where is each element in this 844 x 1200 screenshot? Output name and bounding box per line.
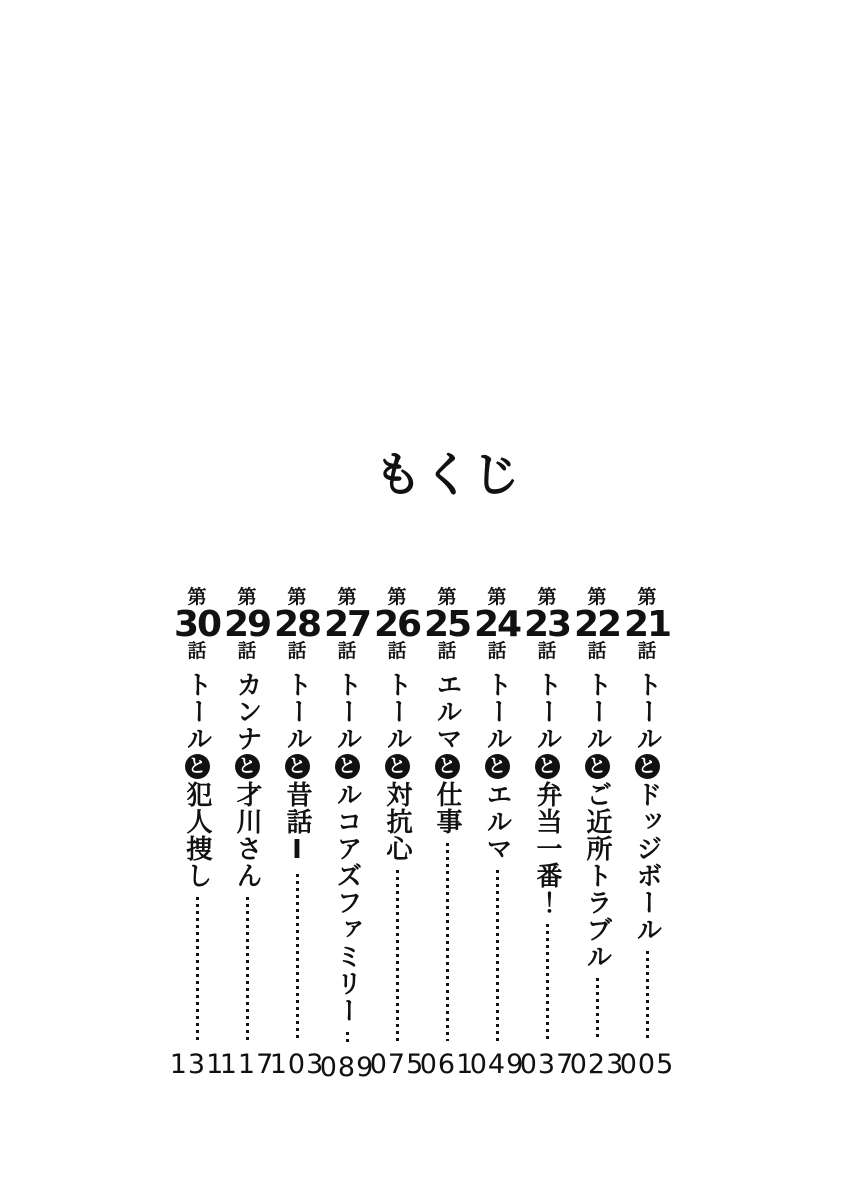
page-number: 131 — [169, 1048, 225, 1080]
chapter-entry — [319, 585, 375, 1083]
page-number: 049 — [469, 1048, 525, 1080]
dotted-leader — [446, 843, 449, 1041]
page-number: 075 — [369, 1048, 425, 1080]
chapter-entry — [619, 585, 675, 1082]
chapter-number-suffix: 話 — [187, 639, 207, 662]
chapter-number-prefix: 第 — [337, 585, 357, 608]
chapter-title-after: 対抗心 — [382, 780, 412, 862]
chapter-number-value: 22 — [573, 603, 621, 645]
chapter-number — [273, 585, 321, 662]
connector-circle: と — [335, 754, 360, 779]
chapter-title-before: トール — [582, 670, 612, 752]
chapter-title — [334, 671, 360, 1024]
chapter-entry — [219, 585, 275, 1082]
chapter-number-prefix: 第 — [187, 585, 207, 608]
connector-circle: と — [435, 754, 460, 779]
chapter-number — [473, 585, 521, 662]
page-number: 103 — [269, 1048, 325, 1080]
dotted-leader — [196, 897, 199, 1041]
dotted-leader — [246, 897, 249, 1041]
chapter-title — [234, 671, 260, 889]
chapter-number — [423, 585, 471, 662]
chapter-number-value: 28 — [273, 603, 321, 645]
dotted-leader — [296, 874, 299, 1041]
chapter-title-after: 才川さん — [232, 780, 262, 889]
chapter-number-value: 26 — [373, 603, 421, 645]
chapter-entry — [369, 585, 425, 1082]
chapter-title — [284, 671, 310, 866]
connector-circle: と — [635, 754, 660, 779]
chapter-number-value: 23 — [523, 603, 571, 645]
page-number: 037 — [519, 1048, 575, 1080]
chapter-number-suffix: 話 — [337, 639, 357, 662]
chapter-number-value: 24 — [473, 603, 521, 645]
chapter-number-prefix: 第 — [537, 585, 557, 608]
chapter-entry — [569, 585, 625, 1082]
chapter-entry — [269, 585, 325, 1082]
connector-circle: と — [185, 754, 210, 779]
chapter-title-after: 昔話Ⅰ — [282, 780, 312, 866]
page-title: もくじ — [374, 448, 522, 503]
chapter-number-suffix: 話 — [387, 639, 407, 662]
connector-circle: と — [385, 754, 410, 779]
dotted-leader — [346, 1032, 349, 1044]
connector-circle: と — [485, 754, 510, 779]
page-number: 061 — [419, 1048, 475, 1080]
chapter-number-prefix: 第 — [437, 585, 457, 608]
chapter-number — [523, 585, 571, 662]
chapter-title — [534, 671, 560, 916]
chapter-title-before: トール — [632, 670, 662, 752]
chapter-number-suffix: 話 — [237, 639, 257, 662]
page-number: 117 — [219, 1048, 275, 1080]
chapter-title — [184, 671, 210, 889]
chapter-title — [384, 671, 410, 862]
chapter-title — [584, 671, 610, 970]
chapter-number-value: 25 — [423, 603, 471, 645]
chapter-number — [573, 585, 621, 662]
chapter-title-after: 仕事 — [432, 780, 462, 835]
chapter-title-before: トール — [532, 670, 562, 752]
chapter-number-suffix: 話 — [537, 639, 557, 662]
chapter-title-after: 犯人捜し — [182, 780, 212, 889]
chapter-title-before: トール — [482, 670, 512, 752]
chapter-number-prefix: 第 — [487, 585, 507, 608]
chapter-number-value: 29 — [223, 603, 271, 645]
chapter-number-prefix: 第 — [287, 585, 307, 608]
chapter-number-value: 27 — [323, 603, 371, 645]
dotted-leader — [546, 924, 549, 1041]
chapter-title — [434, 671, 460, 835]
chapter-number-suffix: 話 — [487, 639, 507, 662]
chapter-title-before: トール — [382, 670, 412, 752]
chapter-title-after: ドッジボール — [632, 780, 662, 943]
chapter-title-before: エルマ — [432, 670, 462, 752]
chapter-number-value: 21 — [623, 603, 671, 645]
chapter-title-after: ルコアズファミリー — [332, 780, 362, 1024]
chapter-entry — [419, 585, 475, 1082]
chapter-number-prefix: 第 — [387, 585, 407, 608]
chapter-entry — [169, 585, 225, 1082]
chapter-number — [223, 585, 271, 662]
chapter-number-suffix: 話 — [287, 639, 307, 662]
chapter-number-prefix: 第 — [637, 585, 657, 608]
chapter-number-value: 30 — [173, 603, 221, 645]
chapter-entry — [519, 585, 575, 1082]
chapter-title — [634, 671, 660, 943]
chapter-number — [373, 585, 421, 662]
chapter-number-prefix: 第 — [587, 585, 607, 608]
chapter-title-before: トール — [182, 670, 212, 752]
chapter-number — [323, 585, 371, 662]
connector-circle: と — [285, 754, 310, 779]
chapter-title-before: カンナ — [232, 670, 262, 752]
page-number: 005 — [619, 1048, 675, 1080]
chapter-number-suffix: 話 — [587, 639, 607, 662]
chapter-number — [173, 585, 221, 662]
chapter-list — [0, 585, 844, 1083]
chapter-number-prefix: 第 — [237, 585, 257, 608]
dotted-leader — [396, 870, 399, 1041]
connector-circle: と — [585, 754, 610, 779]
chapter-number-suffix: 話 — [437, 639, 457, 662]
chapter-number-suffix: 話 — [637, 639, 657, 662]
dotted-leader — [496, 870, 499, 1041]
chapter-title-after: 弁当一番！ — [532, 780, 562, 916]
chapter-title-after: ご近所トラブル — [582, 780, 612, 970]
chapter-title-before: トール — [282, 670, 312, 752]
page-number: 023 — [569, 1048, 625, 1080]
title-row — [0, 0, 844, 502]
dotted-leader — [596, 978, 599, 1041]
chapter-number — [623, 585, 671, 662]
chapter-entry — [469, 585, 525, 1082]
chapter-title-after: エルマ — [482, 780, 512, 862]
connector-circle: と — [535, 754, 560, 779]
dotted-leader — [646, 951, 649, 1041]
connector-circle: と — [235, 754, 260, 779]
chapter-title — [484, 671, 510, 862]
chapter-title-before: トール — [332, 670, 362, 752]
page-number: 089 — [319, 1051, 375, 1083]
